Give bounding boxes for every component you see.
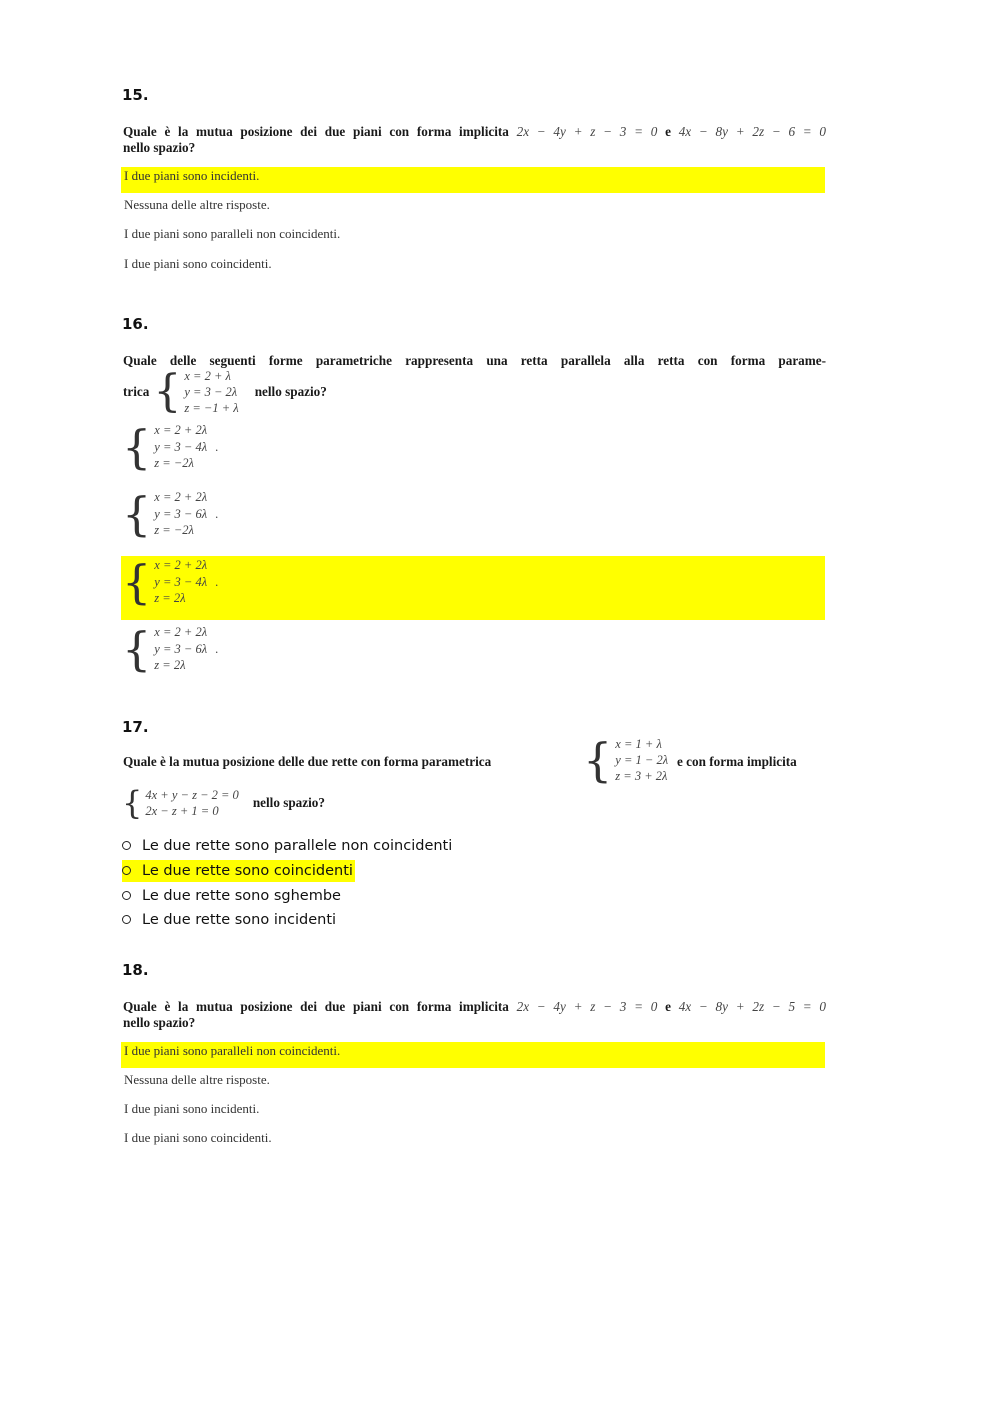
given-line-system: x = 2 + λ y = 3 − 2λ z = −1 + λ (184, 369, 239, 415)
answer-option[interactable]: I due piani sono coincidenti. (124, 256, 272, 271)
answer-option[interactable]: I due piani sono coincidenti. (124, 1130, 272, 1145)
brace-icon: { (122, 621, 152, 676)
answer-option[interactable]: Le due rette sono sghembe (122, 885, 343, 907)
answer-highlight (121, 556, 825, 620)
equation-plane-2: 4x − 8y + 2z − 5 = 0 (678, 999, 827, 1014)
question-stem: Quale è la mutua posizione dei due piani con forma implicita 2x − 4y + z − 3 = 0 e 4x − 8y + 2z − 6 = 0 (123, 124, 827, 139)
answer-option[interactable]: Le due rette sono incidenti (122, 909, 338, 931)
answer-option[interactable]: Le due rette sono coincidenti (122, 860, 355, 882)
answer-option[interactable]: I due piani sono incidenti. (124, 1101, 260, 1116)
question-number: 18. (122, 961, 149, 979)
answer-option[interactable]: { x = 2 + 2λ y = 3 − 6λ . z = −2λ (122, 486, 219, 541)
given-implicit-system: { 4x + y − z − 2 = 0 2x − z + 1 = 0 nello spazio? (122, 784, 325, 822)
question-stem: Quale è la mutua posizione delle due rette con forma parametrica (123, 754, 492, 769)
radio-circle-icon[interactable] (122, 841, 131, 850)
answer-option[interactable]: { x = 2 + 2λ y = 3 − 4λ . z = −2λ (122, 419, 219, 474)
question-stem-middle: e con forma implicita (677, 754, 797, 769)
answer-option[interactable]: I due piani sono incidenti. (124, 168, 260, 183)
question-stem: Quale delle seguenti forme parametriche rappresenta una retta parallela alla retta con forma parame- (123, 353, 826, 368)
question-stem-line-2: trica { x = 2 + λ y = 3 − 2λ z = −1 + λ nello spazio? (123, 366, 327, 417)
answer-option[interactable]: { x = 2 + 2λ y = 3 − 4λ . z = 2λ (122, 554, 219, 609)
brace-icon: { (122, 784, 143, 822)
answer-option[interactable]: Nessuna delle altre risposte. (124, 197, 270, 212)
brace-icon: { (122, 419, 152, 474)
answer-option[interactable]: Nessuna delle altre risposte. (124, 1072, 270, 1087)
radio-circle-icon[interactable] (122, 915, 131, 924)
question-stem-line-2: nello spazio? (123, 140, 196, 155)
given-line-system: { x = 1 + λ y = 1 − 2λ z = 3 + 2λ (583, 733, 669, 787)
brace-icon: { (583, 733, 613, 787)
answer-option[interactable]: Le due rette sono parallele non coincidenti (122, 835, 454, 857)
question-number: 16. (122, 315, 149, 333)
answer-option[interactable]: { x = 2 + 2λ y = 3 − 6λ . z = 2λ (122, 621, 219, 676)
equation-plane-1: 2x − 4y + z − 3 = 0 (516, 124, 658, 139)
brace-icon: { (153, 366, 182, 417)
question-stem-line-2: nello spazio? (123, 1015, 196, 1030)
question-number: 17. (122, 718, 149, 736)
radio-circle-icon[interactable] (122, 891, 131, 900)
equation-plane-2: 4x − 8y + 2z − 6 = 0 (678, 124, 827, 139)
answer-option[interactable]: I due piani sono paralleli non coincidenti. (124, 1043, 341, 1058)
question-stem: Quale è la mutua posizione dei due piani con forma implicita 2x − 4y + z − 3 = 0 e 4x − 8y + 2z − 5 = 0 (123, 999, 827, 1014)
question-number: 15. (122, 86, 149, 104)
radio-circle-icon[interactable] (122, 866, 131, 875)
brace-icon: { (122, 486, 152, 541)
brace-icon: { (122, 554, 152, 609)
equation-plane-1: 2x − 4y + z − 3 = 0 (516, 999, 658, 1014)
answer-option[interactable]: I due piani sono paralleli non coincidenti. (124, 226, 341, 241)
